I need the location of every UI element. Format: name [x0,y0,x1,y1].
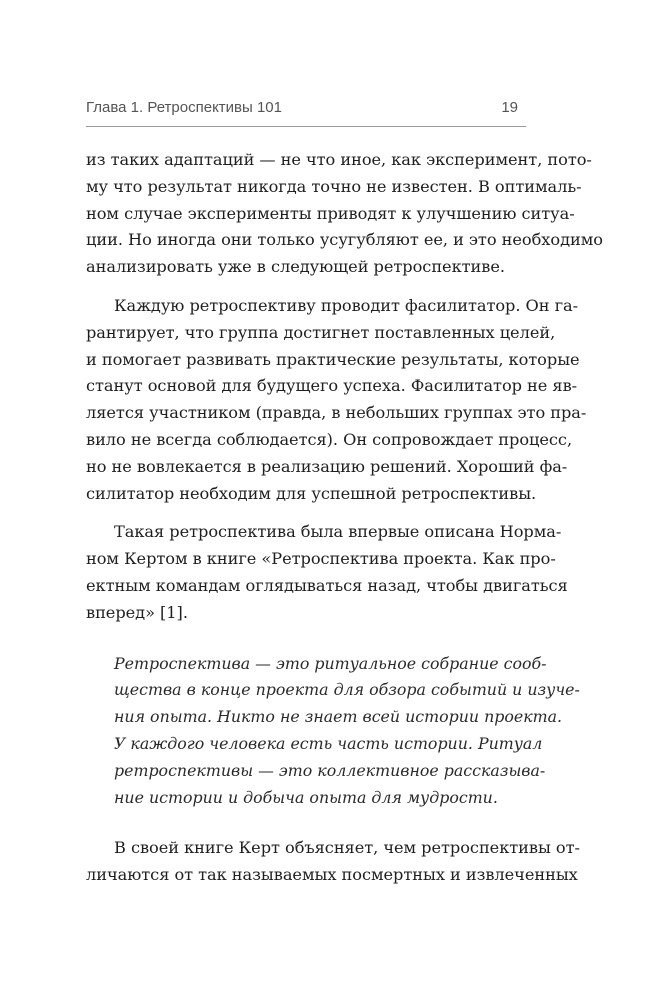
quote-line: У каждого человека есть часть истории. Ритуал [114,733,543,753]
chapter-title: Глава 1. Ретроспективы 101 [86,99,282,116]
text-line: и помогает развивать практические результаты, которые [86,349,580,369]
text-line: Каждую ретроспективу проводит фасилитатор. Он га- [114,295,579,315]
text-line: Такая ретроспектива была впервые описана Норма- [114,522,562,542]
text-line: но не вовлекается в реализацию решений. Хороший фа- [86,456,568,476]
page-number: 19 [501,99,518,116]
text-line: вило не всегда соблюдается). Он сопровождает процесс, [86,429,573,449]
paragraph-4 [86,835,580,889]
quote-line: щества в конце проекта для обзора событий и изуче- [114,680,580,700]
paragraph-2 [86,293,587,507]
text-line: анализировать уже в следующей ретроспективе. [86,257,505,277]
text-line: из таких адаптаций — не что иное, как эксперимент, пото- [86,150,592,169]
text-line: станут основой для будущего успеха. Фасилитатор не яв- [86,376,578,396]
text-line: ном Кертом в книге «Ретроспектива проекта. Как про- [86,549,556,569]
text-line: ляется участником (правда, в небольших группах это пра- [86,403,587,423]
quote-line: ретроспективы — это коллективное рассказыва- [114,760,546,780]
text-line: ции. Но иногда они только усугубляют ее, и это необходимо [86,230,603,250]
main-text [86,147,603,889]
text-line: вперед» [1]. [86,602,188,622]
block-quote [86,651,580,812]
running-header [86,96,526,127]
text-line: силитатор необходим для успешной ретроспективы. [86,483,537,503]
text-line: рантирует, что группа достигнет поставленных целей, [86,322,556,342]
paragraph-3 [86,519,568,626]
text-line: В своей книге Керт объясняет, чем ретроспективы от- [114,838,580,858]
text-line: личаются от так называемых посмертных и извлеченных [86,865,578,885]
text-line: ном случае эксперименты приводят к улучшению ситуа- [86,203,575,223]
quote-line: ния опыта. Никто не знает всей истории проекта. [114,707,563,727]
quote-line: Ретроспектива — это ритуальное собрание сооб- [114,653,547,673]
text-line: ектным командам оглядываться назад, чтобы двигаться [86,575,568,595]
quote-line: ние истории и добыча опыта для мудрости. [114,787,498,807]
text-line: му что результат никогда точно не известен. В оптималь- [86,176,582,196]
paragraph-1 [86,147,603,281]
